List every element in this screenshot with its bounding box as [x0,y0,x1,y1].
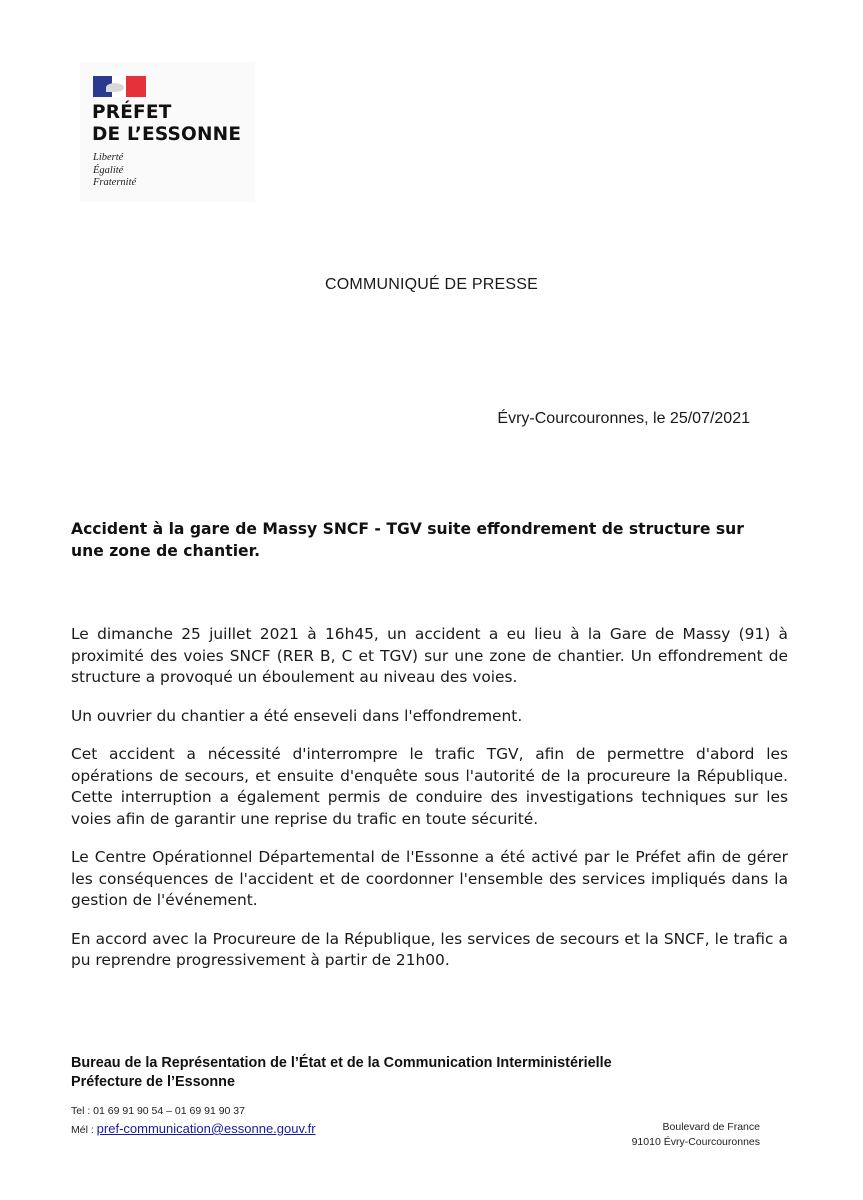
document-type-title: COMMUNIQUÉ DE PRESSE [325,276,538,293]
paragraph: Cet accident a nécessité d'interrompre le trafic TGV, afin de permettre d'abord les opérations de secours, et ensuite d'enquête sous l'autorité de la procureure la République. Cette interruption a également permis de conduire des investigations techniques sur les voies afin de garantir une reprise du trafic en toute sécurité. [71,745,788,828]
issuing-office [71,1054,612,1092]
email-link[interactable]: pref-communication@essonne.gouv.fr [96,1121,316,1136]
marianne-flag-icon [93,76,146,97]
paragraph: En accord avec la Procureure de la République, les services de secours et la SNCF, le trafic a pu reprendre progressivement à partir de 21h00. [71,929,788,969]
logo-title [92,102,241,146]
prefecture-name: Préfecture de l’Essonne [71,1074,235,1090]
address-city: 91010 Évry-Courcouronnes [631,1136,760,1148]
contact-info [71,1103,316,1139]
logo-title-line1: PRÉFET [92,102,172,123]
phone-numbers: Tel : 01 69 91 90 54 – 01 69 91 90 37 [71,1105,245,1117]
paragraph: Le dimanche 25 juillet 2021 à 16h45, un accident a eu lieu à la Gare de Massy (91) à proximité des voies SNCF (RER B, C et TGV) sur une zone de chantier. Un effondrement de structure a provoqué un éboulement au niveau des voies. [71,625,788,686]
body-text [71,624,788,989]
motto-egalite: Égalité [93,164,124,176]
logo-title-line2: DE L’ESSONNE [92,124,242,145]
paragraph: Un ouvrier du chantier a été enseveli dans l'effondrement. [71,706,523,725]
email-line [71,1120,316,1139]
place-and-date: Évry-Courcouronnes, le 25/07/2021 [497,410,750,427]
postal-address [632,1120,760,1150]
address-street: Boulevard de France [662,1121,760,1133]
motto-fraternite: Fraternité [93,177,137,188]
prefecture-logo [80,62,255,202]
republic-motto [93,152,136,190]
office-name: Bureau de la Représentation de l’État et de la Communication Interministérielle [71,1055,612,1071]
paragraph: Le Centre Opérationnel Départemental de l'Essonne a été activé par le Préfet afin de gérer les conséquences de l'accident et de coordonner l'ensemble des services impliqués dans la gestion de l'événement. [71,848,788,909]
motto-liberte: Liberté [93,152,124,163]
headline: Accident à la gare de Massy SNCF - TGV suite effondrement de structure sur une zone de chantier. [71,520,744,560]
email-label: Mél : [71,1124,97,1136]
